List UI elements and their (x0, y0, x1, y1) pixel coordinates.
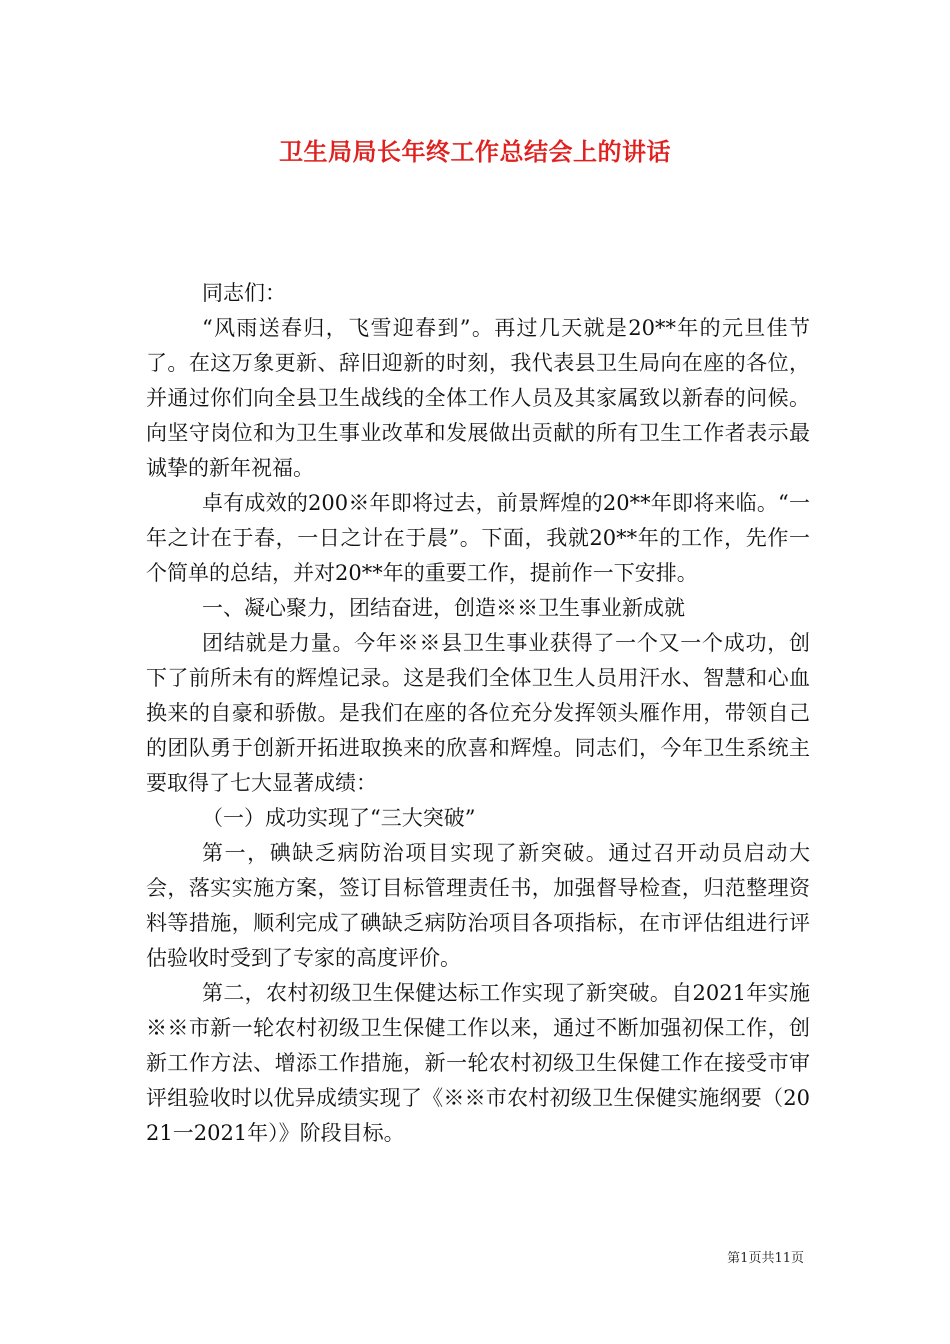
paragraph: 第一，碘缺乏病防治项目实现了新突破。通过召开动员启动大会，落实实施方案，签订目标管理责任书，加强督导检查，归范整理资料等措施，顺利完成了碘缺乏病防治项目各项指标，在市评估组进行评估验收时受到了专家的高度评价。 (146, 841, 810, 970)
paragraph: 团结就是力量。今年※※县卫生事业获得了一个又一个成功，创下了前所未有的辉煌记录。这是我们全体卫生人员用汗水、智慧和心血换来的自豪和骄傲。是我们在座的各位充分发挥领头雁作用，带领自己的团队勇于创新开拓进取换来的欣喜和辉煌。同志们，今年卫生系统主要取得了七大显著成绩： (146, 631, 810, 795)
paragraph: 卓有成效的200※年即将过去，前景辉煌的20**年即将来临。“一年之计在于春，一日之计在于晨”。下面，我就20**年的工作，先作一个简单的总结，并对20**年的重要工作，提前作一下安排。 (146, 491, 810, 585)
subsection-heading: （一）成功实现了“三大突破” (202, 806, 476, 830)
paragraph: 第二，农村初级卫生保健达标工作实现了新突破。自2021年实施※※市新一轮农村初级卫生保健工作以来，通过不断加强初保工作，创新工作方法、增添工作措施，新一轮农村初级卫生保健工作在接受市审评组验收时以优异成绩实现了《※※市农村初级卫生保健实施纲要（2021一2021年）》阶段目标。 (146, 981, 810, 1145)
section-heading: 一、凝心聚力，团结奋进，创造※※卫生事业新成就 (202, 596, 685, 620)
paragraph: “风雨送春归，飞雪迎春到”。再过几天就是20**年的元旦佳节了。在这万象更新、辞旧迎新的时刻，我代表县卫生局向在座的各位，并通过你们向全县卫生战线的全体工作人员及其家属致以新春的问候。向坚守岗位和为卫生事业改革和发展做出贡献的所有卫生工作者表示最诚挚的新年祝福。 (146, 316, 810, 480)
document-title: 卫生局局长年终工作总结会上的讲话 (279, 137, 671, 166)
page-number: 第1页共11页 (727, 1251, 804, 1266)
document-body (146, 276, 810, 1151)
paragraph-salutation: 同志们： (202, 281, 286, 305)
